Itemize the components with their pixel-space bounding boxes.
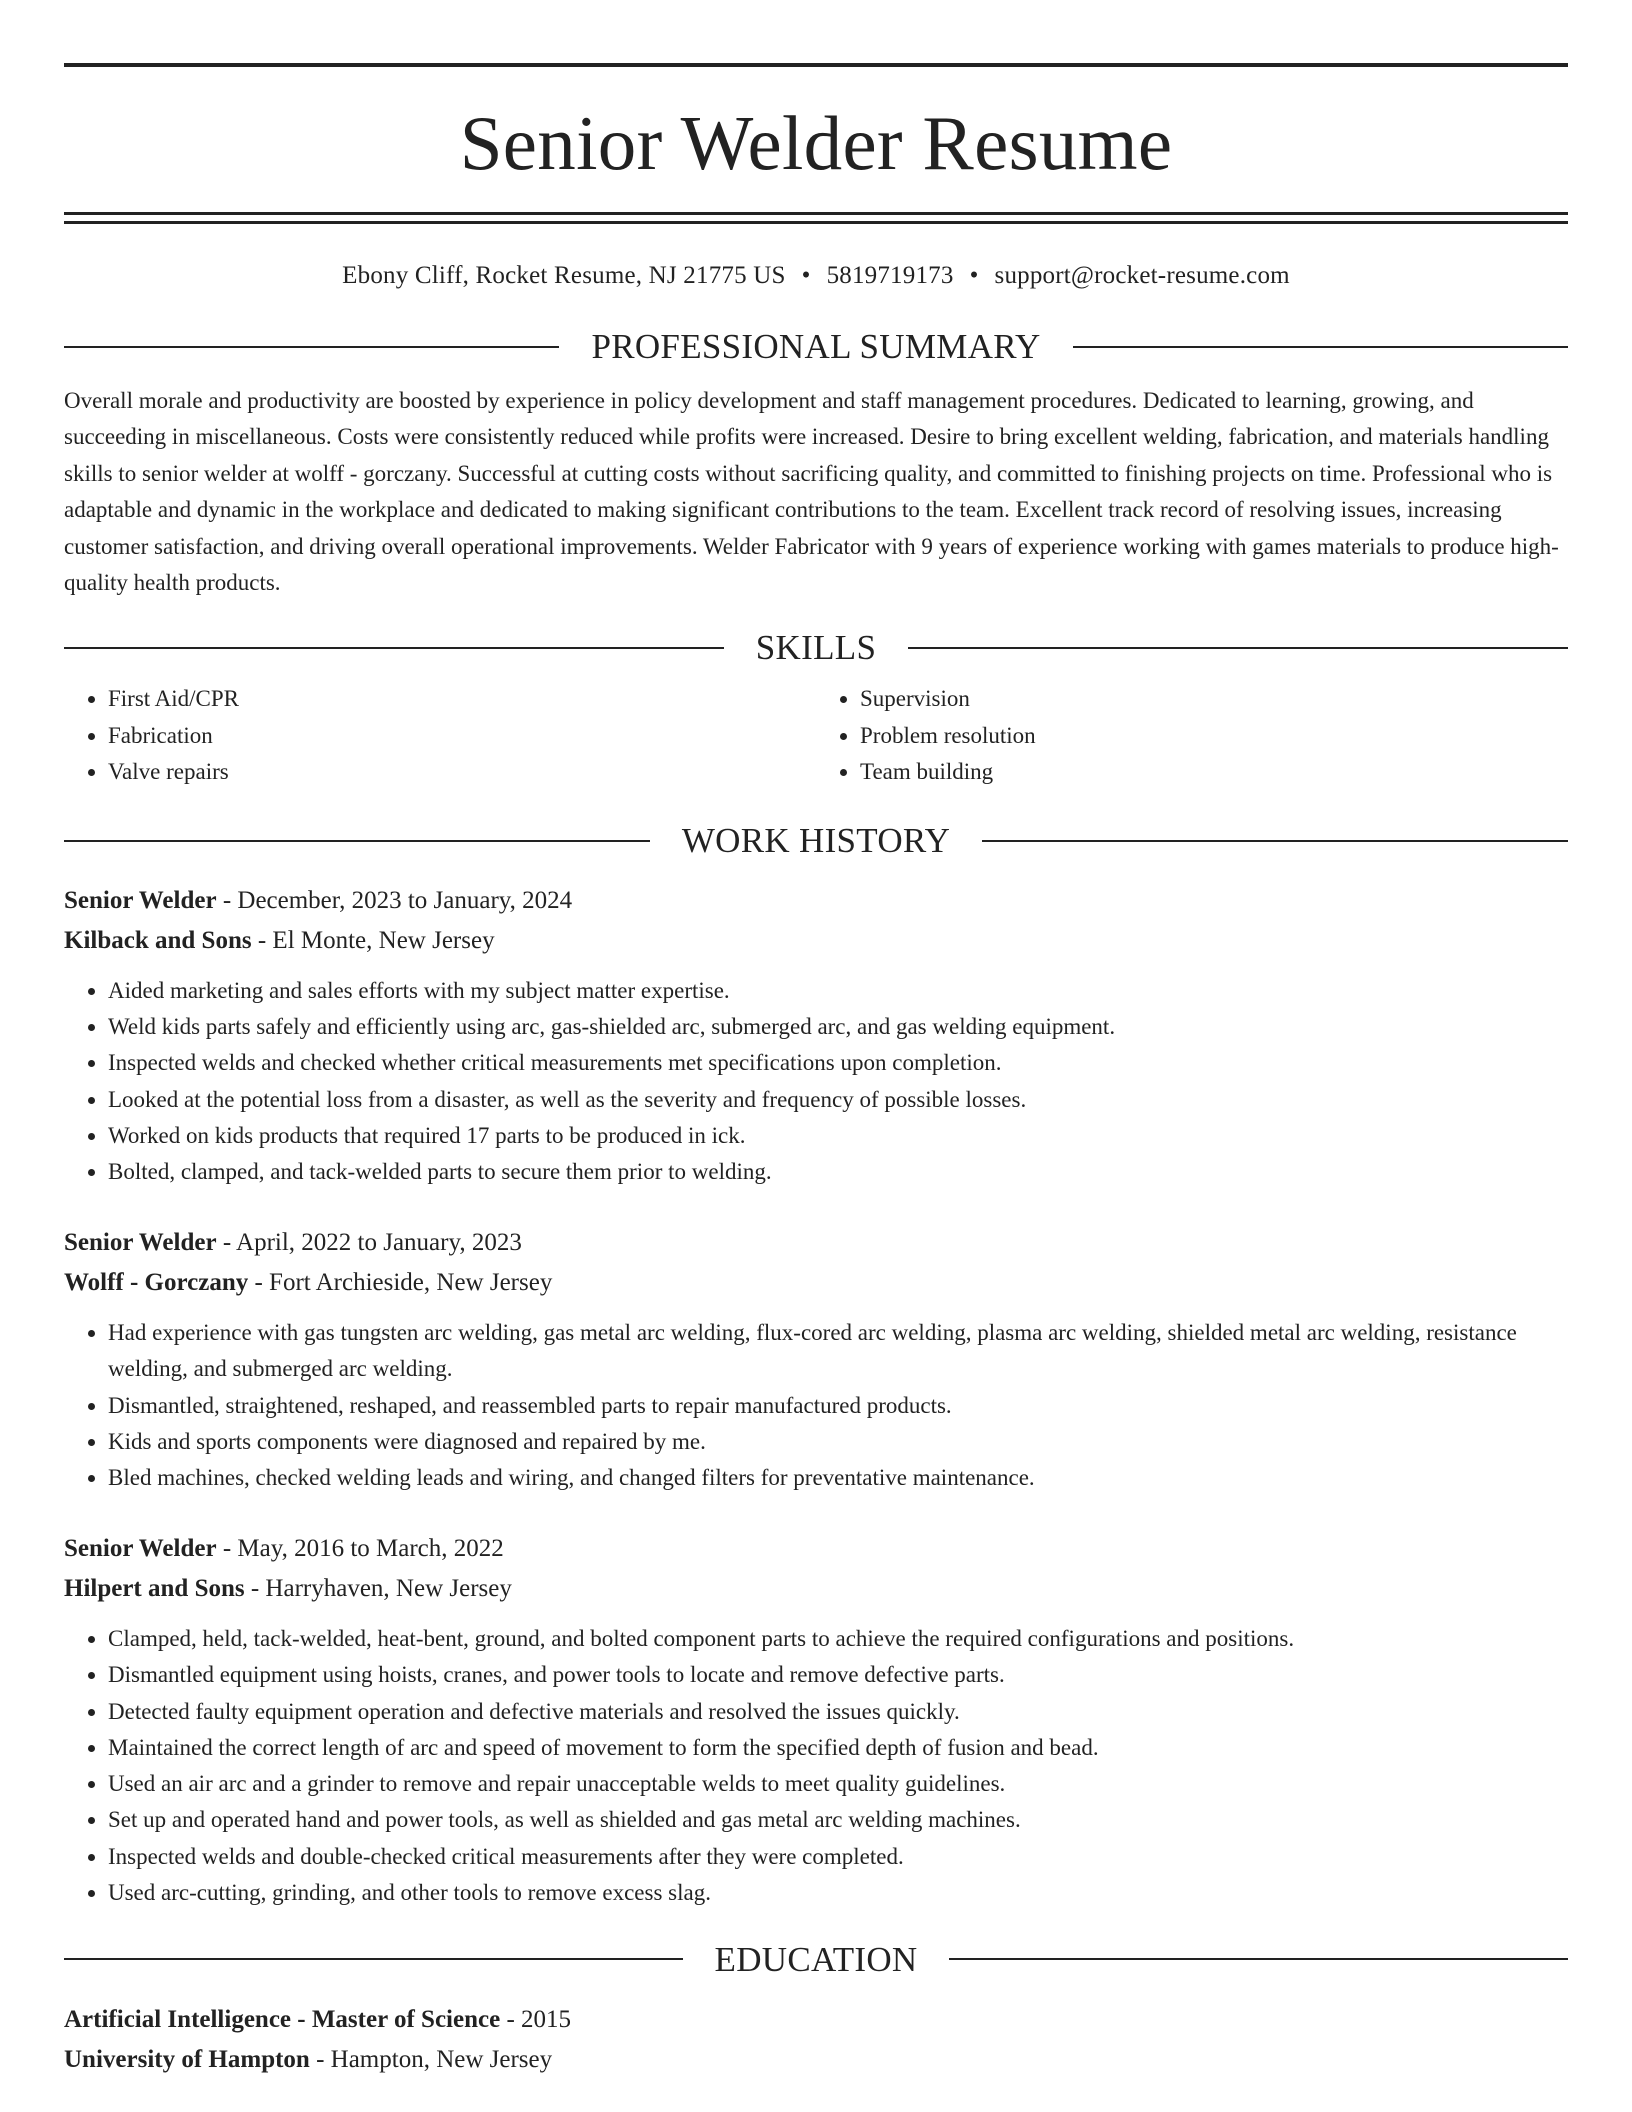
- education-year: - 2015: [500, 2005, 572, 2033]
- job-title: Senior Welder: [64, 887, 217, 915]
- skill-item: • First Aid/CPR: [108, 681, 816, 717]
- contact-phone: 5819719173: [826, 262, 954, 289]
- section-title: SKILLS: [755, 628, 877, 668]
- job-bullets: [64, 973, 1568, 1190]
- job-bullet: • Detected faulty equipment operation and defective materials and resolved the issues quickly.: [108, 1694, 1568, 1730]
- heading-rule: [64, 840, 650, 842]
- job-bullet: • Maintained the correct length of arc and speed of movement to form the specified depth of fusion and bead.: [108, 1730, 1568, 1766]
- heading-rule: [982, 840, 1568, 842]
- job-company-line: [64, 1569, 1568, 1609]
- job-title-line: [64, 1529, 1568, 1569]
- contact-separator: •: [801, 262, 811, 289]
- skill-item: • Team building: [860, 754, 1568, 790]
- job-bullets: [64, 1315, 1568, 1496]
- job-bullet: • Kids and sports components were diagnosed and repaired by me.: [108, 1424, 1568, 1460]
- heading-rule: [949, 1958, 1568, 1960]
- job-bullet: • Used arc-cutting, grinding, and other tools to remove excess slag.: [108, 1875, 1568, 1911]
- section-heading-summary: [64, 329, 1568, 364]
- heading-rule: [64, 647, 724, 649]
- section-heading-work: [64, 821, 1568, 861]
- job-bullet: • Dismantled equipment using hoists, cranes, and power tools to locate and remove defective parts.: [108, 1657, 1568, 1693]
- heading-rule: [64, 1958, 683, 1960]
- job-company-line: [64, 921, 1568, 961]
- job-company-line: [64, 1263, 1568, 1303]
- job-location: - Harryhaven, New Jersey: [244, 1575, 512, 1603]
- job-title-line: [64, 1223, 1568, 1263]
- job-bullet: • Aided marketing and sales efforts with my subject matter expertise.: [108, 973, 1568, 1009]
- skill-item: • Valve repairs: [108, 754, 816, 790]
- job-location: - El Monte, New Jersey: [251, 927, 495, 955]
- job-company: Hilpert and Sons: [64, 1575, 245, 1603]
- page-title: Senior Welder Resume: [459, 100, 1173, 186]
- skill-item: • Problem resolution: [860, 718, 1568, 754]
- job-bullet: • Bled machines, checked welding leads and wiring, and changed filters for preventative maintenance.: [108, 1460, 1568, 1496]
- resume-page: [0, 63, 1632, 2112]
- job-entry: [64, 1223, 1568, 1496]
- section-heading-skills: [64, 628, 1568, 668]
- education-degree-line: [64, 2000, 1568, 2040]
- job-bullet: • Clamped, held, tack-welded, heat-bent, ground, and bolted component parts to achieve the required configurations and positions.: [108, 1621, 1568, 1657]
- job-bullet: • Set up and operated hand and power tools, as well as shielded and gas metal arc welding machines.: [108, 1802, 1568, 1838]
- job-bullet: • Inspected welds and checked whether critical measurements met specifications upon completion.: [108, 1045, 1568, 1081]
- education-entry: [64, 2000, 1568, 2080]
- skills-column-left: [64, 681, 816, 790]
- contact-email: support@rocket-resume.com: [994, 262, 1290, 289]
- job-bullet: • Bolted, clamped, and tack-welded parts to secure them prior to welding.: [108, 1154, 1568, 1190]
- heading-rule: [1073, 346, 1568, 348]
- section-title: EDUCATION: [714, 1939, 918, 1979]
- section-title: WORK HISTORY: [681, 821, 951, 861]
- job-bullet: • Looked at the potential loss from a disaster, as well as the severity and frequency of possible losses.: [108, 1082, 1568, 1118]
- job-title: Senior Welder: [64, 1535, 217, 1563]
- heading-rule: [908, 647, 1568, 649]
- section-title: PROFESSIONAL SUMMARY: [591, 327, 1041, 366]
- job-company: Wolff - Gorczany: [64, 1269, 249, 1297]
- education-location: - Hampton, New Jersey: [309, 2045, 553, 2073]
- skill-item: • Supervision: [860, 681, 1568, 717]
- job-title-line: [64, 881, 1568, 921]
- job-entry: [64, 1529, 1568, 1911]
- job-title: Senior Welder: [64, 1229, 217, 1257]
- job-bullet: • Had experience with gas tungsten arc welding, gas metal arc welding, flux-cored arc welding, plasma arc welding, shielded metal arc welding, resistance welding, and submerged arc welding.: [108, 1315, 1568, 1387]
- education-school: University of Hampton: [64, 2045, 310, 2073]
- education-school-line: [64, 2040, 1568, 2080]
- job-bullets: [64, 1621, 1568, 1911]
- contact-address: Ebony Cliff, Rocket Resume, NJ 21775 US: [342, 262, 786, 289]
- heading-rule: [64, 346, 559, 348]
- job-dates: - December, 2023 to January, 2024: [216, 887, 573, 915]
- job-bullet: • Worked on kids products that required 17 parts to be produced in ick.: [108, 1118, 1568, 1154]
- job-entry: [64, 881, 1568, 1190]
- skills-list: [64, 681, 1568, 790]
- job-location: - Fort Archieside, New Jersey: [248, 1269, 553, 1297]
- job-bullet: • Inspected welds and double-checked critical measurements after they were completed.: [108, 1839, 1568, 1875]
- job-company: Kilback and Sons: [64, 927, 252, 955]
- job-dates: - April, 2022 to January, 2023: [216, 1229, 522, 1257]
- summary-text: Overall morale and productivity are boosted by experience in policy development and staff management procedures. Dedicated to learning, growing, and succeeding in miscellaneous. Costs were consistently reduced while profits were increased. Desire to bring excellent welding, fabrication, and materials handling skills to senior welder at wolff - gorczany. Successful at cutting costs without sacrificing quality, and committed to finishing projects on time. Professional who is adaptable and dynamic in the workplace and dedicated to making significant contributions to the team. Excellent track record of resolving issues, increasing customer satisfaction, and driving overall operational improvements. Welder Fabricator with 9 years of experience working with games materials to produce high-quality health products.: [64, 388, 1559, 596]
- job-dates: - May, 2016 to March, 2022: [216, 1535, 504, 1563]
- job-bullet: • Weld kids parts safely and efficiently using arc, gas-shielded arc, submerged arc, and gas welding equipment.: [108, 1009, 1568, 1045]
- title-double-rule: [64, 212, 1568, 224]
- job-bullet: • Used an air arc and a grinder to remove and repair unacceptable welds to meet quality guidelines.: [108, 1766, 1568, 1802]
- top-rule: [64, 63, 1568, 67]
- skill-item: • Fabrication: [108, 718, 816, 754]
- section-heading-education: [64, 1939, 1568, 1979]
- contact-line: [64, 261, 1568, 291]
- job-bullet: • Dismantled, straightened, reshaped, and reassembled parts to repair manufactured products.: [108, 1388, 1568, 1424]
- contact-separator: •: [969, 262, 979, 289]
- skills-column-right: [816, 681, 1568, 790]
- education-degree: Artificial Intelligence - Master of Science: [64, 2005, 501, 2033]
